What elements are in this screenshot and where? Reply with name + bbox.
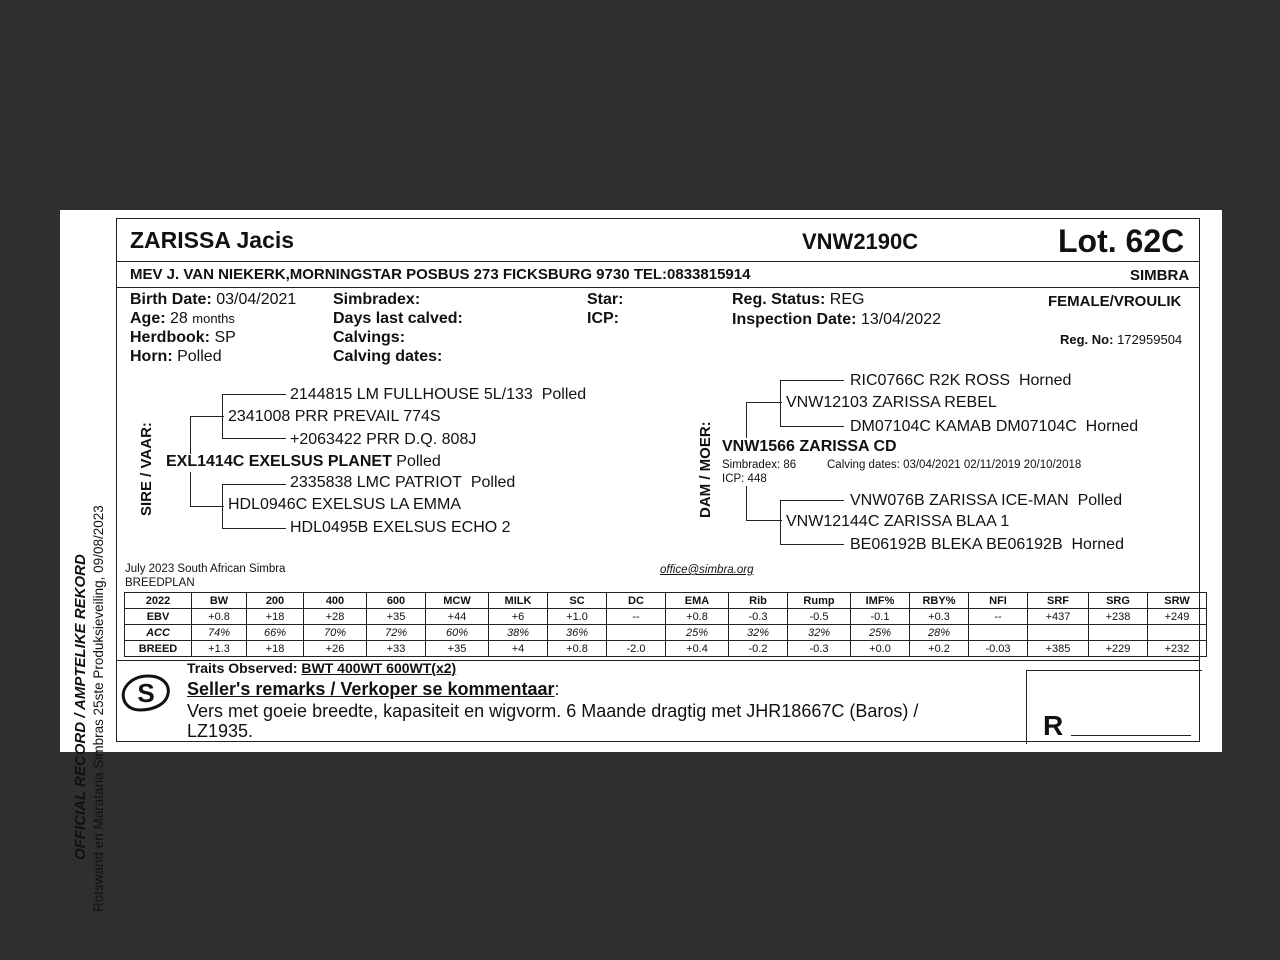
pedigree-connector (746, 402, 747, 438)
table-cell: +44 (426, 609, 489, 625)
table-cell: -0.3 (788, 641, 851, 657)
pedigree-connector (222, 528, 286, 529)
dam-name: VNW1566 ZARISSA CD (722, 438, 897, 455)
side-title: OFFICIAL RECORD / AMPTELIKE REKORD (72, 554, 89, 860)
table-cell: +1.0 (548, 609, 607, 625)
pedigree-connector (780, 426, 844, 427)
table-cell: -- (969, 609, 1028, 625)
pedigree-connector (222, 394, 223, 438)
table-cell (607, 625, 666, 641)
sire-sire-sire: 2144815 LM FULLHOUSE 5L/133 Polled (290, 386, 587, 403)
simbradex-label: Simbradex: (333, 291, 421, 308)
table-cell: 32% (788, 625, 851, 641)
table-cell: +0.8 (548, 641, 607, 657)
dam-label: DAM / MOER: (697, 421, 714, 518)
table-cell: -0.2 (729, 641, 788, 657)
table-header-cell: SRW (1148, 593, 1207, 609)
sire-dam-sire: 2335838 LMC PATRIOT Polled (290, 474, 516, 491)
table-row (125, 609, 1207, 625)
dam-sire-dam: DM07104C KAMAB DM07104C Horned (850, 418, 1139, 435)
pedigree-connector (746, 402, 782, 403)
table-cell: 25% (851, 625, 910, 641)
table-cell: +4 (489, 641, 548, 657)
table-cell: 32% (729, 625, 788, 641)
table-cell: +28 (304, 609, 367, 625)
pedigree-connector (746, 520, 782, 521)
table-cell: 28% (910, 625, 969, 641)
table-cell: -0.5 (788, 609, 851, 625)
pedigree-connector (190, 416, 224, 417)
table-header-cell: RBY% (910, 593, 969, 609)
row-header-cell: ACC (125, 625, 192, 641)
simbra-logo-icon (118, 670, 174, 714)
table-header-cell: 600 (367, 593, 426, 609)
table-cell: +0.8 (666, 609, 729, 625)
dam-sire-sire: RIC0766C R2K ROSS Horned (850, 372, 1072, 389)
table-header-row (125, 593, 1207, 609)
table-cell: +18 (247, 609, 304, 625)
table-cell: +18 (247, 641, 304, 657)
animal-name: ZARISSA Jacis (130, 227, 295, 253)
table-header-cell: NFI (969, 593, 1028, 609)
price-currency: R (1043, 710, 1064, 741)
table-cell: -0.03 (969, 641, 1028, 657)
table-cell (1089, 625, 1148, 641)
calvings-label: Calvings: (333, 329, 406, 346)
table-header-cell: 2022 (125, 593, 192, 609)
owner-line: MEV J. VAN NIEKERK,MORNINGSTAR POSBUS 273 FICKSBURG 9730 TEL:0833815914 (130, 266, 751, 283)
table-cell: 36% (548, 625, 607, 641)
sex-label: FEMALE/VROULIK (1048, 293, 1182, 310)
dam-dam-dam: BE06192B BLEKA BE06192B Horned (850, 536, 1124, 553)
table-cell (969, 625, 1028, 641)
table-cell: +35 (367, 609, 426, 625)
dam-simbradex: Simbradex: 86 (722, 459, 797, 471)
lot-number: Lot. 62C (1058, 223, 1185, 259)
dam-icp: ICP: 448 (722, 473, 767, 485)
table-header-cell: DC (607, 593, 666, 609)
pedigree-connector (190, 416, 191, 454)
table-cell: 38% (489, 625, 548, 641)
sire-name: EXL1414C EXELSUS PLANET Polled (166, 453, 441, 470)
table-cell: +0.2 (910, 641, 969, 657)
dam-sire: VNW12103 ZARISSA REBEL (786, 394, 997, 411)
table-cell: 74% (192, 625, 247, 641)
table-cell: -2.0 (607, 641, 666, 657)
table-cell: +0.0 (851, 641, 910, 657)
seller-remarks-line1: Vers met goeie breedte, kapasiteit en wigvorm. 6 Maande dragtig met JHR18667C (Baros) / (187, 701, 919, 721)
reg-status: Reg. Status: REG (732, 291, 865, 308)
pedigree-connector (780, 500, 844, 501)
ebv-table (124, 592, 1207, 657)
table-cell: 72% (367, 625, 426, 641)
svg-text:S: S (137, 678, 155, 708)
birth-date: Birth Date: 03/04/2021 (130, 291, 297, 308)
sire-label: SIRE / VAAR: (138, 422, 155, 516)
pedigree-connector (190, 506, 224, 507)
breed-label: SIMBRA (1130, 267, 1190, 284)
inspection-date: Inspection Date: 13/04/2022 (732, 311, 941, 328)
table-cell: 60% (426, 625, 489, 641)
table-row (125, 641, 1207, 657)
table-cell: +0.3 (910, 609, 969, 625)
table-cell (1148, 625, 1207, 641)
table-cell: +249 (1148, 609, 1207, 625)
table-header-cell: SRF (1028, 593, 1089, 609)
table-header-cell: 200 (247, 593, 304, 609)
pedigree-connector (222, 484, 223, 528)
row-header-cell: EBV (125, 609, 192, 625)
email-link[interactable]: office@simbra.org (660, 564, 754, 576)
table-cell: +1.3 (192, 641, 247, 657)
table-header-cell: SC (548, 593, 607, 609)
dam-dam: VNW12144C ZARISSA BLAA 1 (786, 513, 1010, 530)
table-cell: -0.1 (851, 609, 910, 625)
herdbook: Herdbook: SP (130, 329, 236, 346)
pedigree-connector (780, 544, 844, 545)
side-caption (64, 210, 124, 912)
table-header-cell: MCW (426, 593, 489, 609)
table-header-cell: 400 (304, 593, 367, 609)
table-cell: 25% (666, 625, 729, 641)
reg-number: Reg. No: 172959504 (1060, 332, 1183, 347)
table-cell: +229 (1089, 641, 1148, 657)
table-header-cell: BW (192, 593, 247, 609)
table-cell: +26 (304, 641, 367, 657)
table-header-cell: EMA (666, 593, 729, 609)
sire-dam-dam: HDL0495B EXELSUS ECHO 2 (290, 519, 511, 536)
seller-remarks-line2: LZ1935. (187, 721, 254, 741)
table-header-cell: Rib (729, 593, 788, 609)
table-cell: +238 (1089, 609, 1148, 625)
star-label: Star: (587, 291, 624, 308)
sire-sire-dam: +2063422 PRR D.Q. 808J (290, 431, 477, 448)
icp-label: ICP: (587, 310, 619, 327)
calving-dates-label: Calving dates: (333, 348, 443, 365)
animal-id: VNW2190C (802, 229, 919, 254)
table-cell: +232 (1148, 641, 1207, 657)
table-header-cell: MILK (489, 593, 548, 609)
table-cell: +437 (1028, 609, 1089, 625)
pedigree-connector (222, 484, 286, 485)
row-header-cell: BREED (125, 641, 192, 657)
table-cell: -- (607, 609, 666, 625)
pedigree-connector (746, 486, 747, 520)
dam-dam-sire: VNW076B ZARISSA ICE-MAN Polled (850, 492, 1123, 509)
table-cell: +0.4 (666, 641, 729, 657)
days-last-calved-label: Days last calved: (333, 310, 463, 327)
price-input-line[interactable] (1071, 735, 1191, 736)
pedigree-connector (222, 438, 286, 439)
table-header-cell: SRG (1089, 593, 1148, 609)
dam-calving-dates: Calving dates: 03/04/2021 02/11/2019 20/10/2018 (827, 459, 1082, 471)
seller-remarks-heading: Seller's remarks / Verkoper se kommentaar: (187, 679, 560, 699)
traits-observed: Traits Observed: BWT 400WT 600WT(x2) (187, 660, 457, 676)
table-cell: 70% (304, 625, 367, 641)
pedigree-connector (780, 380, 781, 426)
table-cell: -0.3 (729, 609, 788, 625)
divider (116, 287, 1200, 288)
pedigree-connector (190, 472, 191, 506)
pedigree-connector (780, 500, 781, 544)
table-header-cell: IMF% (851, 593, 910, 609)
side-subtitle: Rotswand en Maratana Simbras 25ste Produksieveiling, 09/08/2023 (91, 505, 106, 912)
pedigree-connector (780, 380, 844, 381)
horn-status: Horn: Polled (130, 348, 222, 365)
divider (116, 261, 1200, 262)
table-row (125, 625, 1207, 641)
breedplan-source: July 2023 South African Simbra (125, 563, 286, 575)
breedplan-label: BREEDPLAN (125, 577, 195, 589)
age: Age: 28 months (130, 310, 235, 327)
table-cell: +0.8 (192, 609, 247, 625)
sire-dam: HDL0946C EXELSUS LA EMMA (228, 496, 461, 513)
table-cell: +6 (489, 609, 548, 625)
table-cell: +33 (367, 641, 426, 657)
table-cell: 66% (247, 625, 304, 641)
sire-sire: 2341008 PRR PREVAIL 774S (228, 408, 441, 425)
table-cell (1028, 625, 1089, 641)
table-header-cell: Rump (788, 593, 851, 609)
pedigree-connector (222, 394, 286, 395)
table-cell: +385 (1028, 641, 1089, 657)
table-cell: +35 (426, 641, 489, 657)
